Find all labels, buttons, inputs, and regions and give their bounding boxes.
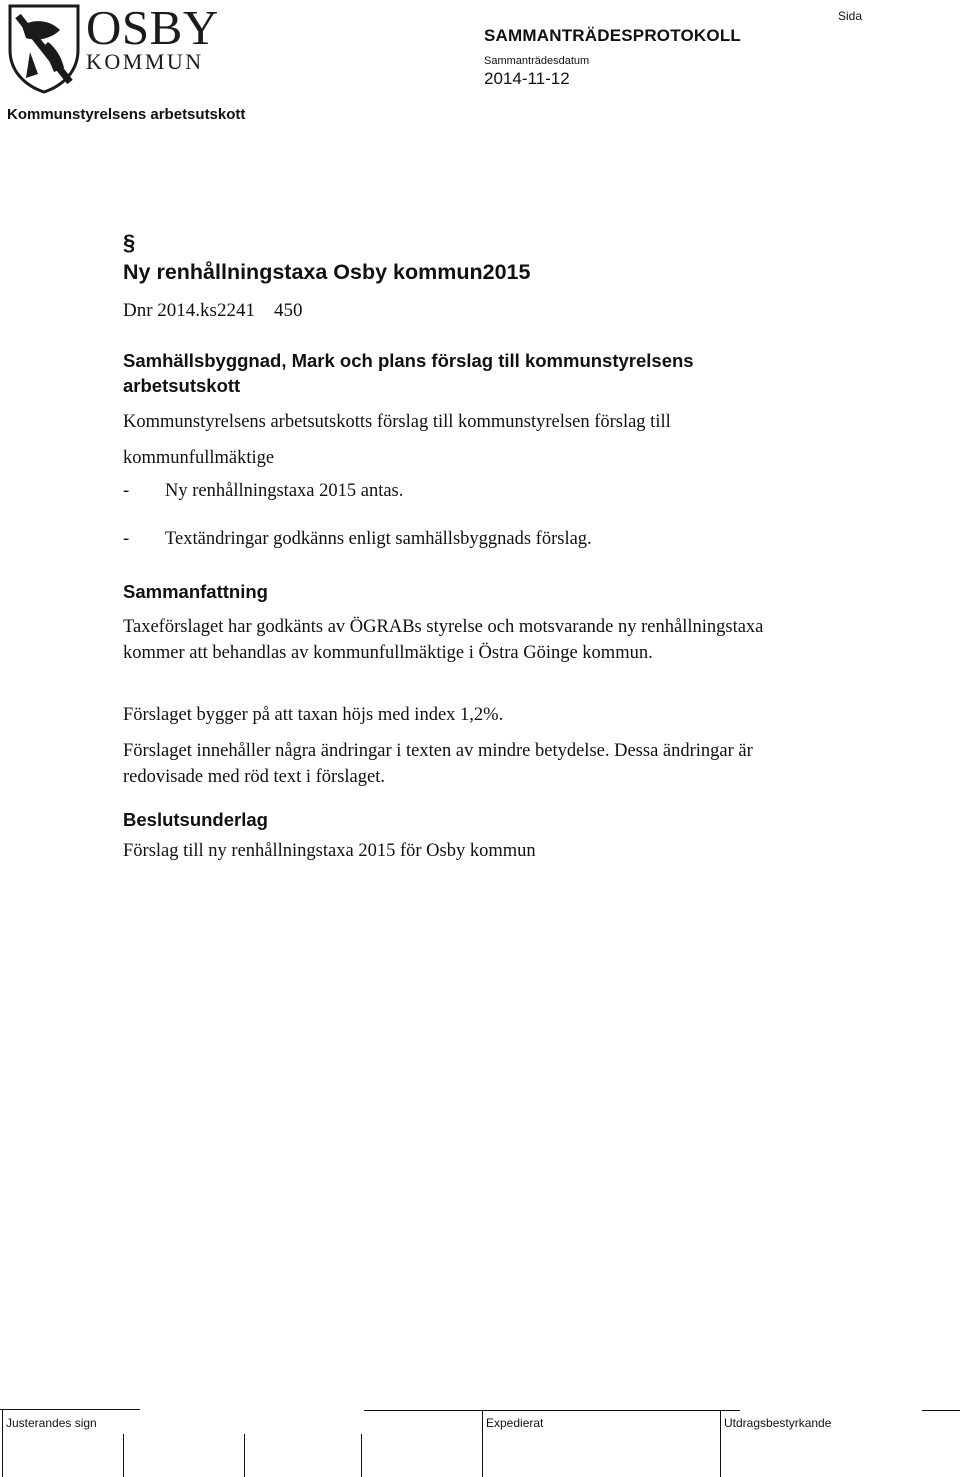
divider — [720, 1410, 721, 1477]
divider — [244, 1434, 245, 1477]
meeting-date-value: 2014-11-12 — [484, 69, 570, 88]
list-item-text: Textändringar godkänns enligt samhällsbyggnads förslag. — [165, 529, 592, 549]
list-item-text: Ny renhållningstaxa 2015 antas. — [165, 481, 404, 501]
divider — [0, 1409, 140, 1410]
decision-basis-body: Förslag till ny renhållningstaxa 2015 för Osby kommun — [123, 841, 536, 861]
divider — [123, 1434, 124, 1477]
committee-name: Kommunstyrelsens arbetsutskott — [7, 106, 246, 123]
coat-of-arms-icon — [4, 2, 84, 94]
summary-paragraph: Förslaget innehåller några ändringar i texten av mindre betydelse. Dessa ändringar är redovisade med röd text i förslaget. — [123, 741, 753, 787]
proposal-heading: Samhällsbyggnad, Mark och plans förslag till kommunstyrelsens arbetsutskott — [123, 350, 694, 396]
meeting-date-label: Sammanträdesdatum — [484, 55, 590, 67]
list-dash: - — [123, 481, 130, 501]
document-type: SAMMANTRÄDESPROTOKOLL — [484, 26, 741, 45]
adjusters-sign-label: Justerandes sign — [6, 1416, 97, 1430]
divider — [922, 1410, 960, 1411]
summary-paragraph: Taxeförslaget har godkänts av ÖGRABs styrelse och motsvarande ny renhållningstaxa kommer att behandlas av kommunfullmäktige i Östra Göinge kommun. — [123, 617, 764, 663]
registration-number: Dnr 2014.ks2241 450 — [123, 300, 303, 321]
divider — [482, 1410, 483, 1477]
paragraph-sign: § — [123, 230, 136, 255]
extract-certified-label: Utdragsbestyrkande — [724, 1416, 832, 1430]
dispatched-label: Expedierat — [486, 1416, 544, 1430]
page-label: Sida — [838, 9, 863, 23]
summary-heading: Sammanfattning — [123, 581, 268, 602]
proposal-body: Kommunstyrelsens arbetsutskotts förslag till kommunstyrelsen förslag till kommunfullmäktige — [123, 412, 671, 468]
divider — [361, 1434, 362, 1477]
summary-paragraph: Förslaget bygger på att taxan höjs med index 1,2%. — [123, 705, 504, 725]
divider — [364, 1410, 740, 1411]
logo-name-osby: OSBY — [86, 0, 219, 55]
decision-basis-heading: Beslutsunderlag — [123, 809, 268, 830]
list-dash: - — [123, 529, 130, 549]
logo-name-kommun: KOMMUN — [86, 49, 204, 74]
divider — [2, 1410, 3, 1477]
section-title: Ny renhållningstaxa Osby kommun2015 — [123, 260, 531, 284]
